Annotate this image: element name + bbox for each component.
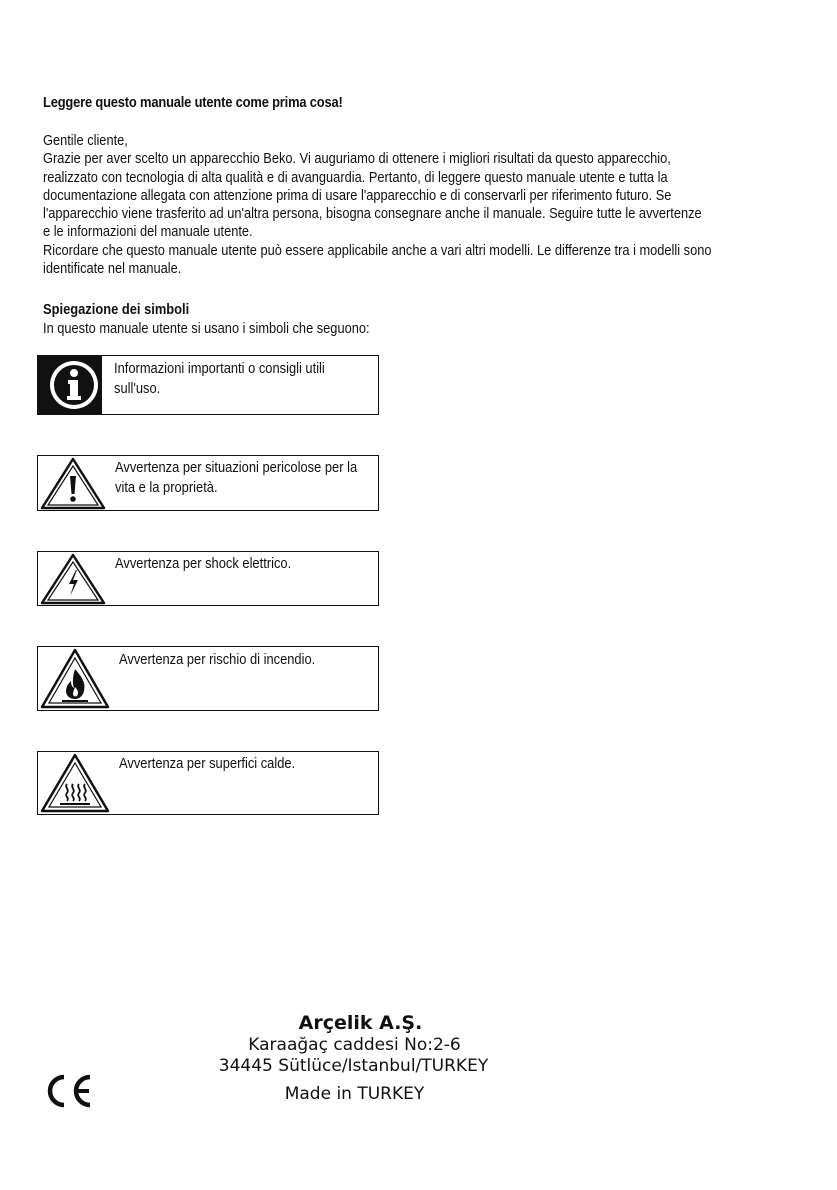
symbol-text-warning: Avvertenza per situazioni pericolose per la vita e la proprietà. xyxy=(115,459,358,496)
hot-surface-icon xyxy=(38,752,112,814)
intro-line: Gentile cliente, xyxy=(43,132,128,149)
electric-shock-icon xyxy=(38,552,108,605)
company-address-line2: 34445 Sütlüce/Istanbul/TURKEY xyxy=(218,1056,489,1076)
symbol-box-warning xyxy=(37,455,379,511)
symbol-box-electric-shock xyxy=(37,551,379,606)
intro-line: e le informazioni del manuale utente. xyxy=(43,223,253,241)
symbols-intro: In questo manuale utente si usano i simboli che seguono: xyxy=(43,320,370,337)
symbol-box-info xyxy=(37,355,379,415)
symbol-text-info: Informazioni importanti o consigli utili sull'uso. xyxy=(114,360,325,397)
fire-icon xyxy=(38,647,112,710)
info-icon xyxy=(38,356,102,414)
symbol-text-fire: Avvertenza per rischio di incendio. xyxy=(119,651,316,668)
symbol-box-fire xyxy=(37,646,379,711)
company-name: Arçelik A.Ş. xyxy=(298,1012,423,1034)
company-address-line1: Karaağaç caddesi No:2-6 xyxy=(248,1035,461,1055)
page-heading: Leggere questo manuale utente come prima cosa! xyxy=(43,94,343,111)
ce-mark-icon xyxy=(42,1073,94,1109)
intro-line: Ricordare che questo manuale utente può essere applicabile anche a vari altri modelli. Le differenze tra i modelli sono xyxy=(43,241,712,259)
symbol-text-electric-shock: Avvertenza per shock elettrico. xyxy=(115,555,292,572)
intro-line: identificate nel manuale. xyxy=(43,260,182,278)
made-in-label: Made in TURKEY xyxy=(284,1084,425,1104)
intro-line: l'apparecchio viene trasferito ad un'altra persona, bisogna consegnare anche il manuale. Seguire tutte le avvertenze xyxy=(43,205,702,223)
symbols-heading: Spiegazione dei simboli xyxy=(43,301,190,318)
intro-line: documentazione allegata con attenzione prima di usare l'apparecchio e di conservarli per riferimento futuro. Se xyxy=(43,186,672,204)
intro-line: realizzato con tecnologia di alta qualità e di avanguardia. Pertanto, di leggere questo manuale utente e tutta la xyxy=(43,168,668,186)
warning-icon xyxy=(38,456,108,510)
intro-line: Grazie per aver scelto un apparecchio Beko. Vi auguriamo di ottenere i migliori risultati da questo apparecchio, xyxy=(43,150,671,168)
symbol-text-hot-surface: Avvertenza per superfici calde. xyxy=(119,755,296,772)
intro-paragraph xyxy=(43,132,813,278)
symbol-box-hot-surface xyxy=(37,751,379,815)
